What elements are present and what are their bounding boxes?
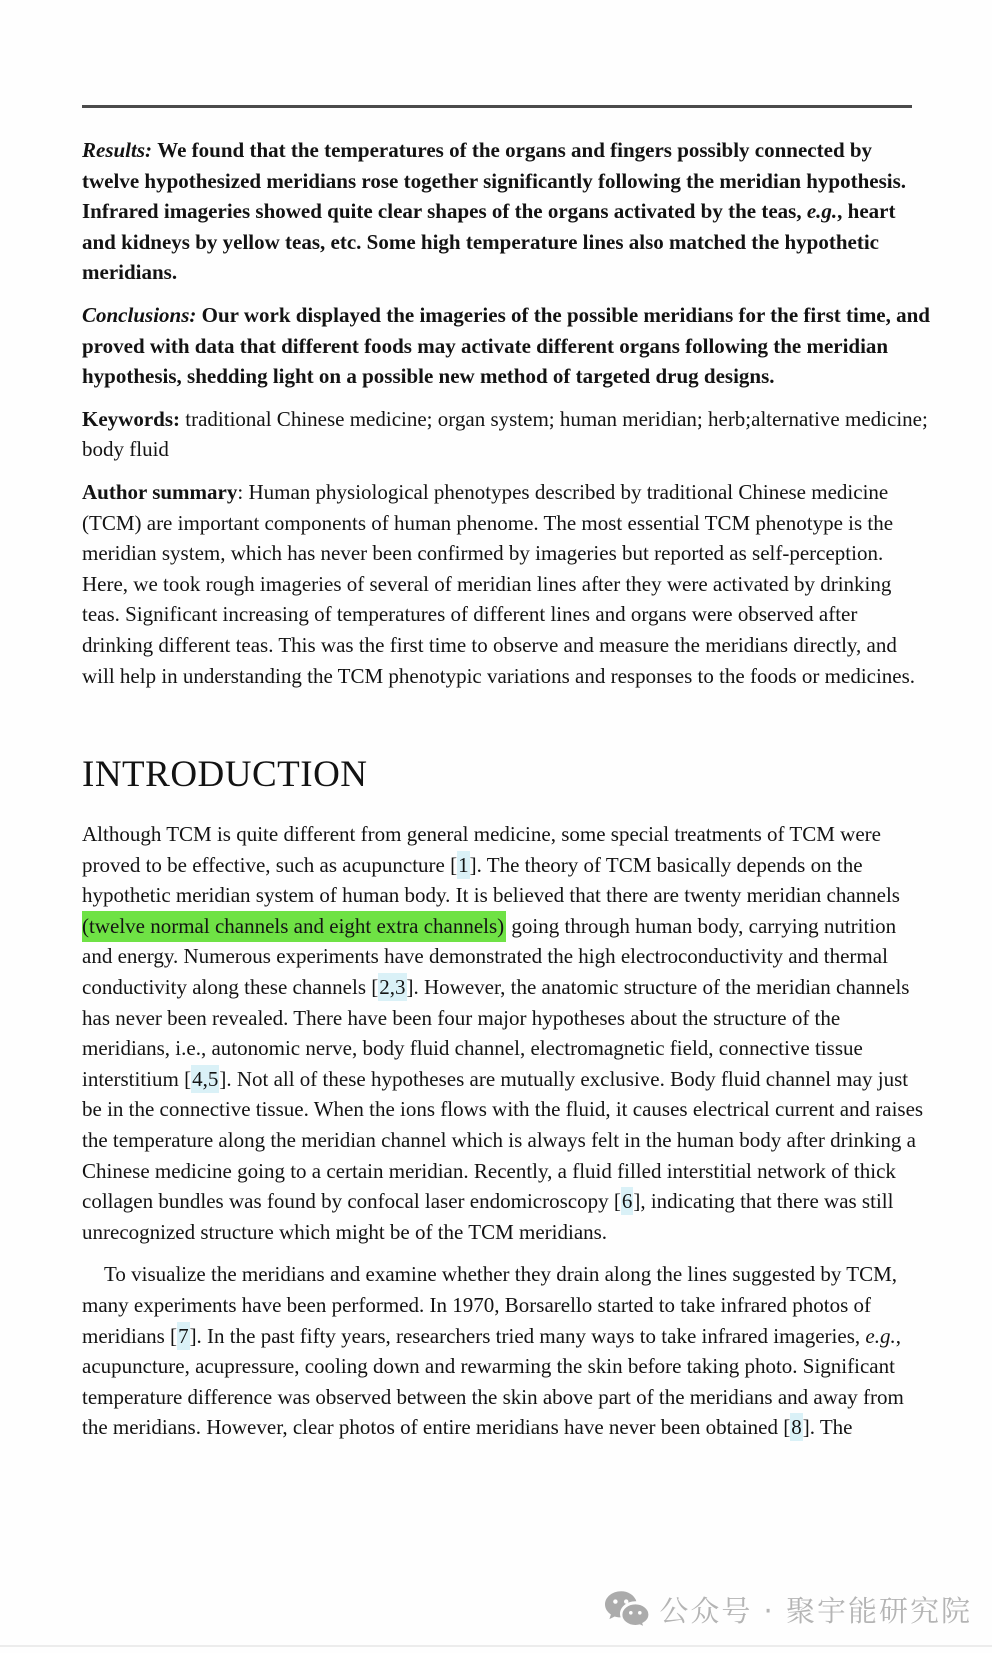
wechat-icon [604,1590,650,1630]
introduction-paragraph-2: To visualize the meridians and examine whether they drain along the lines suggested by TCM, many experiments have been performed. In 1970, Borsarello started to take infrared photos of meridians [7]. In the past fifty years, researchers tried many ways to take infrared imageries, e.g., acupuncture, acupressure, cooling down and rewarming the skin before taking photo. Significant temperature difference was observed between the skin above part of the meridians and away from the meridians. However, clear photos of entire meridians have never been obtained [8]. The [82,1262,904,1440]
keywords-paragraph: Keywords: traditional Chinese medicine; organ system; human meridian; herb;alternative medicine; body fluid [82,406,928,462]
results-paragraph: Results: We found that the temperatures of the organs and fingers possibly connected by twelve hypothesized meridians rose together significantly following the meridian hypothesis. Infrared imageries showed quite clear shapes of the organs activated by the teas, e.g., heart and kidneys by yellow teas, etc. Some high temperature lines also matched the hypothetic meridians. [82,138,907,285]
conclusions-paragraph: Conclusions: Our work displayed the imageries of the possible meridians for the first time, and proved with data that different foods may activate different organs following the meridian hypothesis, shedding light on a possible new method of targeted drug designs. [82,302,930,389]
author-summary-paragraph: Author summary: Human physiological phenotypes described by traditional Chinese medicine (TCM) are important components of human phenome. The most essential TCM phenotype is the meridian system, which has never been confirmed by imageries but reported as self-perception. Here, we took rough imageries of several of meridian lines after they were activated by drinking teas. Significant increasing of temperatures of different lines and organs were observed after drinking different teas. This was the first time to observe and measure the meridians directly, and will help in understanding the TCM phenotypic variations and responses to the foods or medicines. [82,479,916,688]
section-heading-introduction: INTRODUCTION [82,754,368,796]
watermark [604,1589,972,1630]
watermark-text: 公众号 · 聚宇能研究院 [659,1594,972,1628]
introduction-paragraph-1: Although TCM is quite different from general medicine, some special treatments of TCM were proved to be effective, such as acupuncture [1]. The theory of TCM basically depends on the hypothetic meridian system of human body. It is believed that there are twenty meridian channels (twelve normal channels and eight extra channels) going through human body, carrying nutrition and energy. Numerous experiments have demonstrated the high electroconductivity and thermal conductivity along these channels [2,3]. However, the anatomic structure of the meridian channels has never been revealed. There have been four major hypotheses about the structure of the meridians, i.e., autonomic nerve, body fluid channel, electromagnetic field, connective tissue interstitium [4,5]. Not all of these hypotheses are mutually exclusive. Body fluid channel may just be in the connective tissue. When the ions flows with the fluid, it causes electrical current and raises the temperature along the meridian channel which is always felt in the human body after drinking a Chinese medicine going to a certain meridian. Recently, a fluid filled interstitial network of thick collagen bundles was found by confocal laser endomicroscopy [6], indicating that there was still unrecognized structure which might be of the TCM meridians. [82,822,924,1244]
bottom-divider [0,1645,992,1647]
page-content [82,108,930,1455]
